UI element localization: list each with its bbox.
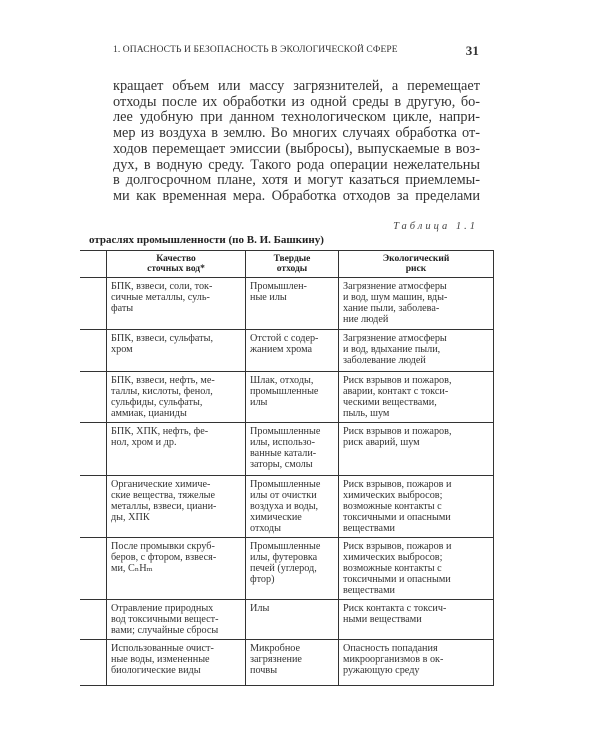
cell-line: заторы, смолы bbox=[250, 459, 313, 470]
cell-line: хание пыли, заболева- bbox=[343, 303, 440, 314]
cell-line: Опасность попадания bbox=[343, 643, 438, 654]
cell-line: БПК, взвеси, нефть, ме- bbox=[111, 375, 215, 386]
cell-line: воздуха и воды, bbox=[250, 501, 319, 512]
cell-line: После промывки скруб- bbox=[111, 541, 215, 552]
cell-line: возможные контакты с bbox=[343, 563, 442, 574]
cell-line: почвы bbox=[250, 665, 278, 676]
chapter-title: 1. ОПАСНОСТЬ И БЕЗОПАСНОСТЬ В ЭКОЛОГИЧЕСКОЙ СФЕРЕ bbox=[113, 45, 398, 55]
cell-solid-waste bbox=[246, 476, 339, 538]
cell-line: токсичными и опасными bbox=[343, 574, 451, 585]
table-row bbox=[80, 330, 494, 372]
cell-solid-waste bbox=[246, 538, 339, 600]
cell-ecological-risk bbox=[339, 476, 494, 538]
cell-ecological-risk bbox=[339, 640, 494, 686]
cell-line: ружающую среду bbox=[343, 665, 420, 676]
cell-line: жанием хрома bbox=[250, 344, 312, 355]
data-table bbox=[80, 250, 494, 686]
table-header-row bbox=[80, 251, 494, 278]
cell-line: Органические химиче- bbox=[111, 479, 211, 490]
cell-line: сульфиды, сульфаты, bbox=[111, 397, 203, 408]
cell-line: химических выбросов; bbox=[343, 490, 443, 501]
table-cell-cut bbox=[80, 278, 107, 330]
cell-line: Отстой с содер- bbox=[250, 333, 319, 344]
body-line: кращает объем или массу загрязнителей, а перемещает bbox=[113, 78, 480, 94]
cell-line: Загрязнение атмосферы bbox=[343, 281, 447, 292]
cell-wastewater-quality bbox=[107, 640, 246, 686]
cell-line: фаты bbox=[111, 303, 134, 314]
cell-line: Использованные очист- bbox=[111, 643, 214, 654]
cell-line: илы от очистки bbox=[250, 490, 317, 501]
table-row bbox=[80, 600, 494, 640]
cell-line: ческими веществами, bbox=[343, 397, 437, 408]
header-cell-cut bbox=[80, 251, 107, 278]
cell-line: вами; случайные сбросы bbox=[111, 625, 219, 636]
table-cell-cut bbox=[80, 476, 107, 538]
header-wastewater-quality bbox=[107, 251, 246, 278]
cell-line: ные илы bbox=[250, 292, 287, 303]
cell-line: сточных вод* bbox=[147, 264, 205, 274]
cell-line: Твердые bbox=[273, 254, 311, 264]
body-text bbox=[113, 79, 480, 205]
body-line: в долгосрочном плане, хотя и могут казаться приемлемы- bbox=[113, 172, 480, 189]
cell-ecological-risk bbox=[339, 278, 494, 330]
table-row bbox=[80, 640, 494, 686]
cell-line: Шлак, отходы, bbox=[250, 375, 314, 386]
cell-ecological-risk bbox=[339, 330, 494, 372]
cell-wastewater-quality bbox=[107, 600, 246, 640]
table-row bbox=[80, 476, 494, 538]
table-cell-cut bbox=[80, 538, 107, 600]
cell-line: ние людей bbox=[343, 314, 389, 325]
cell-line: Промышленные bbox=[250, 541, 321, 552]
cell-solid-waste bbox=[246, 640, 339, 686]
table-label: Таблица 1.1 bbox=[393, 221, 478, 232]
cell-line: Микробное bbox=[250, 643, 301, 654]
cell-line: аммиак, цианиды bbox=[111, 408, 187, 419]
table-cell-cut bbox=[80, 372, 107, 423]
cell-line: заболевание людей bbox=[343, 355, 426, 366]
cell-line: Риск контакта с токсич- bbox=[343, 603, 447, 614]
cell-line: сичные металлы, суль- bbox=[111, 292, 210, 303]
table-row bbox=[80, 372, 494, 423]
cell-line: промышленные bbox=[250, 386, 319, 397]
cell-line: Риск взрывов и пожаров, bbox=[343, 426, 452, 437]
cell-wastewater-quality bbox=[107, 476, 246, 538]
cell-line: Илы bbox=[250, 603, 270, 614]
table-row bbox=[80, 423, 494, 476]
cell-line: веществами bbox=[343, 523, 395, 534]
cell-line: отходы bbox=[250, 523, 281, 534]
cell-line: Промышленные bbox=[250, 426, 321, 437]
running-header bbox=[113, 43, 479, 58]
body-line: дух, в водную среду. Такого рода операции нежелательны bbox=[113, 156, 480, 173]
cell-line: аварии, контакт с токси- bbox=[343, 386, 449, 397]
cell-line: хром bbox=[111, 344, 133, 355]
table-row bbox=[80, 278, 494, 330]
cell-line: риск аварий, шум bbox=[343, 437, 420, 448]
body-line: ходов перемещает эмиссии (выбросы), выпускаемые в воз- bbox=[113, 140, 480, 157]
cell-line: и вод, вдыхание пыли, bbox=[343, 344, 441, 355]
body-line: ми как временная мера. Обработка отходов за пределами bbox=[113, 187, 480, 204]
cell-line: и вод, шум машин, вды- bbox=[343, 292, 448, 303]
cell-wastewater-quality bbox=[107, 330, 246, 372]
cell-wastewater-quality bbox=[107, 423, 246, 476]
cell-line: микроорганизмов в ок- bbox=[343, 654, 444, 665]
cell-line: илы bbox=[250, 397, 268, 408]
cell-line: беров, с фтором, взвеся- bbox=[111, 552, 217, 563]
cell-line: пыль, шум bbox=[343, 408, 390, 419]
cell-line: биологические виды bbox=[111, 665, 201, 676]
cell-line: БПК, взвеси, соли, ток- bbox=[111, 281, 213, 292]
table-cell-cut bbox=[80, 640, 107, 686]
cell-ecological-risk bbox=[339, 372, 494, 423]
page-number: 31 bbox=[465, 43, 479, 58]
cell-solid-waste bbox=[246, 600, 339, 640]
table-cell-cut bbox=[80, 330, 107, 372]
cell-line: Промышлен- bbox=[250, 281, 307, 292]
cell-line: илы, футеровка bbox=[250, 552, 318, 563]
cell-line: ми, CₙHₘ bbox=[111, 563, 153, 574]
cell-line: загрязнение bbox=[250, 654, 302, 665]
cell-solid-waste bbox=[246, 330, 339, 372]
cell-solid-waste bbox=[246, 278, 339, 330]
cell-line: химические bbox=[250, 512, 302, 523]
cell-line: риск bbox=[405, 264, 427, 274]
cell-line: илы, использо- bbox=[250, 437, 316, 448]
table-row bbox=[80, 538, 494, 600]
cell-ecological-risk bbox=[339, 423, 494, 476]
cell-line: возможные контакты с bbox=[343, 501, 442, 512]
cell-solid-waste bbox=[246, 372, 339, 423]
cell-line: фтор) bbox=[250, 574, 275, 585]
cell-line: Промышленные bbox=[250, 479, 321, 490]
cell-line: ванные катали- bbox=[250, 448, 317, 459]
cell-ecological-risk bbox=[339, 538, 494, 600]
cell-line: Экологический bbox=[382, 254, 450, 264]
cell-line: печей (углерод, bbox=[250, 563, 317, 574]
cell-line: металлы, взвеси, циани- bbox=[111, 501, 217, 512]
cell-line: Риск взрывов, пожаров и bbox=[343, 479, 452, 490]
cell-line: Риск взрывов и пожаров, bbox=[343, 375, 452, 386]
cell-line: ские вещества, тяжелые bbox=[111, 490, 216, 501]
table-caption: отраслях промышленности (по В. И. Башкину) bbox=[89, 234, 324, 246]
cell-line: нол, хром и др. bbox=[111, 437, 177, 448]
cell-wastewater-quality bbox=[107, 372, 246, 423]
cell-line: Качество bbox=[156, 254, 196, 264]
cell-line: ные воды, измененные bbox=[111, 654, 210, 665]
cell-line: БПК, ХПК, нефть, фе- bbox=[111, 426, 209, 437]
cell-line: веществами bbox=[343, 585, 395, 596]
header-ecological-risk bbox=[339, 251, 494, 278]
cell-wastewater-quality bbox=[107, 278, 246, 330]
cell-line: химических выбросов; bbox=[343, 552, 443, 563]
cell-line: Риск взрывов, пожаров и bbox=[343, 541, 452, 552]
body-line: лее удобную при данном технологическом цикле, напри- bbox=[113, 109, 480, 126]
cell-line: ды, ХПК bbox=[111, 512, 150, 523]
cell-line: Отравление природных bbox=[111, 603, 214, 614]
body-line: мер из воздуха в землю. Во многих случаях обработка от- bbox=[113, 125, 480, 142]
cell-line: ными веществами bbox=[343, 614, 422, 625]
cell-solid-waste bbox=[246, 423, 339, 476]
cell-line: токсичными и опасными bbox=[343, 512, 451, 523]
table-cell-cut bbox=[80, 600, 107, 640]
cell-line: БПК, взвеси, сульфаты, bbox=[111, 333, 213, 344]
cell-line: отходы bbox=[276, 264, 308, 274]
table-cell-cut bbox=[80, 423, 107, 476]
cell-line: вод токсичными вещест- bbox=[111, 614, 219, 625]
header-solid-waste bbox=[246, 251, 339, 278]
cell-ecological-risk bbox=[339, 600, 494, 640]
body-line: отходы после их обработки из одной среды в другую, бо- bbox=[113, 93, 480, 110]
cell-line: таллы, кислоты, фенол, bbox=[111, 386, 213, 397]
cell-line: Загрязнение атмосферы bbox=[343, 333, 447, 344]
cell-wastewater-quality bbox=[107, 538, 246, 600]
